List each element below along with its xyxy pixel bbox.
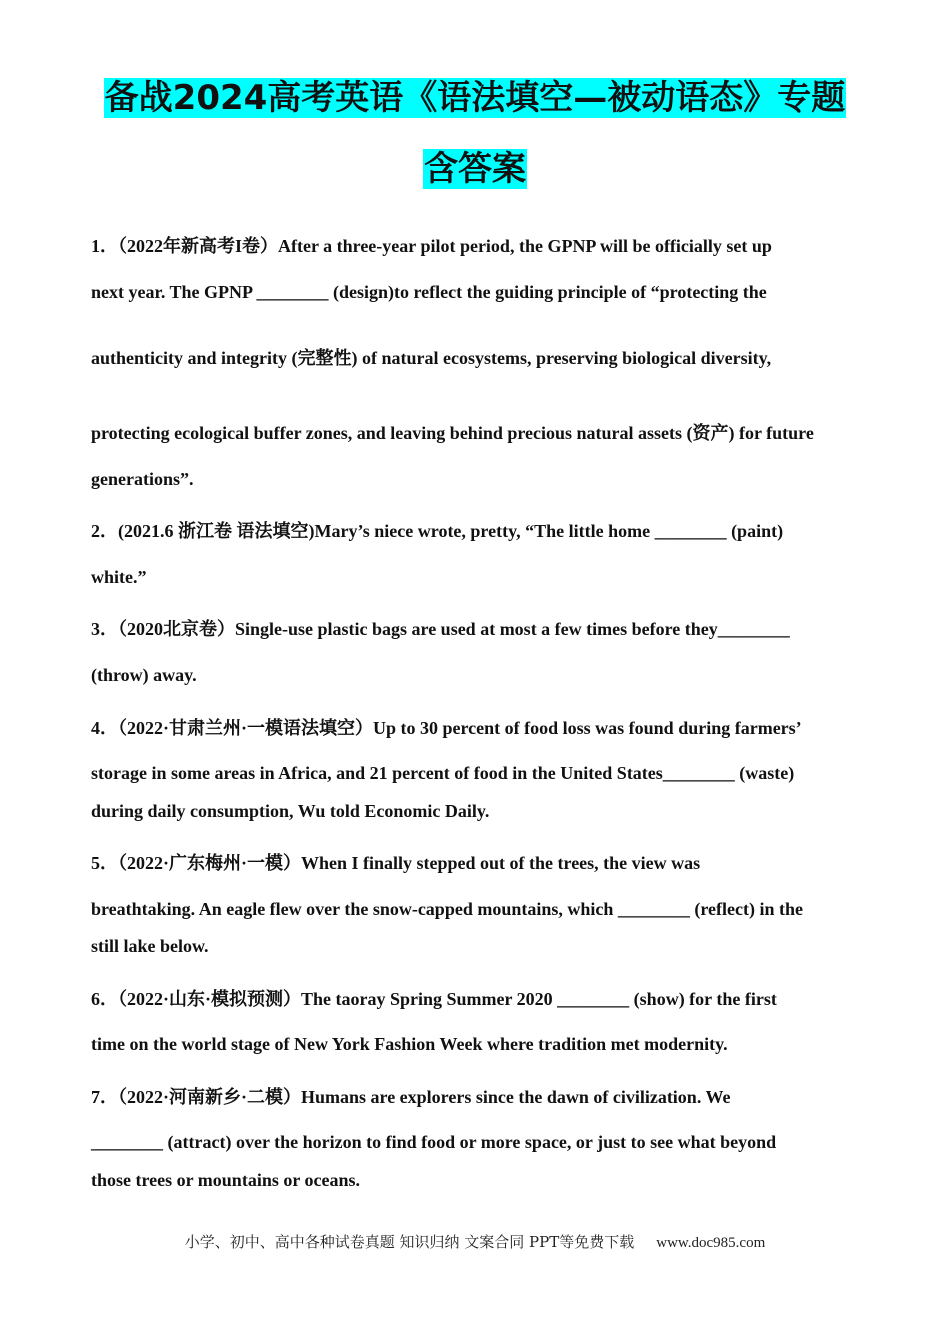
question-4-line-1: 4．（2022·甘肃兰州·一模语法填空）Up to 30 percent of food loss was found during farmers’ (91, 718, 802, 738)
question-7-line-3: those trees or mountains or oceans. (91, 1170, 360, 1190)
question-3-line-2: (throw) away. (91, 665, 197, 685)
document-title-line-2 (0, 147, 950, 191)
document-title-text-1: 备战2024高考英语《语法填空—被动语态》专题 (104, 78, 846, 118)
question-5-line-1: 5．（2022·广东梅州·一模）When I finally stepped out of the trees, the view was (91, 853, 701, 873)
question-1-line-4: protecting ecological buffer zones, and leaving behind precious natural assets (资产) for future (91, 423, 814, 443)
question-7-line-1: 7．（2022·河南新乡·二模）Humans are explorers since the dawn of civilization. We (91, 1087, 731, 1107)
question-1-line-3: authenticity and integrity (完整性) of natural ecosystems, preserving biological diversity, (91, 348, 772, 368)
question-1-line-2: next year. The GPNP ________ (design)to reflect the guiding principle of “protecting the (91, 282, 767, 302)
question-6-line-2: time on the world stage of New York Fashion Week where tradition met modernity. (91, 1034, 728, 1054)
question-6-line-1: 6．（2022·山东·模拟预测）The taoray Spring Summer 2020 ________ (show) for the first (91, 989, 777, 1009)
question-1-line-5: generations”. (91, 469, 194, 489)
question-2-line-1: 2．(2021.6 浙江卷 语法填空)Mary’s niece wrote, pretty, “The little home ________ (paint) (91, 521, 784, 541)
question-4-line-3: during daily consumption, Wu told Economic Daily. (91, 801, 490, 821)
question-5-line-2: breathtaking. An eagle flew over the snow-capped mountains, which ________ (reflect) in the (91, 899, 803, 919)
document-title-text-2: 含答案 (424, 149, 526, 189)
footer-text: 小学、初中、高中各种试卷真题 知识归纳 文案合同 PPT等免费下载 (184, 1233, 635, 1251)
question-7-line-2: ________ (attract) over the horizon to find food or more space, or just to see what beyond (91, 1132, 777, 1152)
document-title-line-1 (0, 76, 950, 120)
page-footer (0, 1231, 950, 1252)
question-1-line-1: 1．（2022年新高考I卷）After a three-year pilot period, the GPNP will be officially set up (91, 236, 772, 256)
question-4-line-2: storage in some areas in Africa, and 21 percent of food in the United States________ (waste) (91, 763, 795, 783)
question-3-line-1: 3．（2020北京卷）Single-use plastic bags are used at most a few times before they________ (91, 619, 790, 639)
footer-url[interactable]: www.doc985.com (656, 1235, 766, 1251)
question-2-line-2: white.” (91, 567, 147, 587)
question-5-line-3: still lake below. (91, 936, 209, 956)
